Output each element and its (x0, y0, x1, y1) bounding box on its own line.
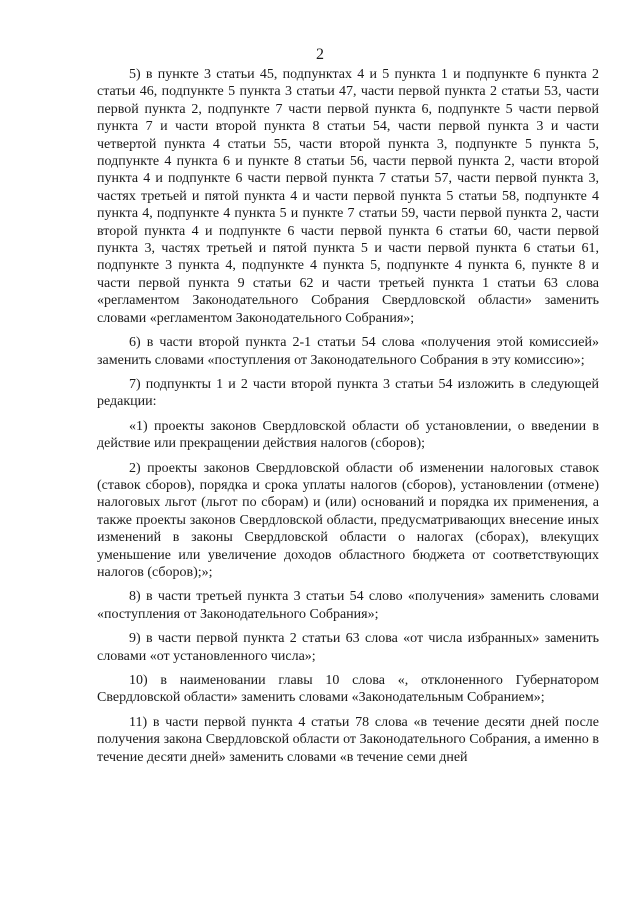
paragraph-11: 11) в части первой пункта 4 статьи 78 слова «в течение десяти дней после получения закона Свердловской области от Законодательного Собрания, а именно в течение десяти дней» заменить словами «в течение семи дней (97, 714, 599, 765)
document-body (97, 66, 599, 773)
paragraph-6: 6) в части второй пункта 2-1 статьи 54 слова «получения этой комиссией» заменить словами «поступления от Законодательного Собрания в эту комиссию»; (97, 335, 599, 368)
paragraph-7-subitem-2: 2) проекты законов Свердловской области об изменении налоговых ставок (ставок сборов), порядка и срока уплаты налогов (сборов), установлении (отмене) налоговых льгот (льгот по сборам) и (или) оснований и порядка их применения, а также проекты законов Свердловской области, предусматривающих внесение иных изменений в законы Свердловской области о налогах (сборах), влекущих уменьшение или увеличение доходов областного бюджета от соответствующих налогов (сборов);»; (97, 460, 599, 580)
paragraph-9: 9) в части первой пункта 2 статьи 63 слова «от числа избранных» заменить словами «от установленного числа»; (97, 631, 599, 664)
paragraph-5: 5) в пункте 3 статьи 45, подпунктах 4 и 5 пункта 1 и подпункте 6 пункта 2 статьи 46, подпункте 5 пункта 3 статьи 47, части первой пункта 2 статьи 53, части первой пункта 2, подпункте 7 части первой пункта 6, подпункте 5 части первой пункта 7 и части второй пункта 8 статьи 54, части первой пункта 3 и части четвертой пункта 4 статьи 55, части второй пункта 3, подпункте 5 пункта 5, подпункте 4 пункта 6 и пункте 8 статьи 56, части первой пункта 2, части второй пункта 4 и подпункте 6 части первой пункта 7 статьи 57, части первой пункта 3, частях третьей и пятой пункта 4 и части первой пункта 5 статьи 58, подпункте 4 пункта 4, подпункте 4 пункта 5 и пункте 7 статьи 59, части первой пункта 2, части второй пункта 4 и подпункте 6 части первой пункта 6 статьи 60, части первой пункта 3, частях третьей и пятой пункта 5 и части первой пункта 6 статьи 61, подпункте 3 пункта 4, подпункте 4 пункта 5, подпункте 4 пункта 6, пункте 8 и части первой пункта 9 статьи 62 и части третьей пункта 1 статьи 63 слова «регламентом Законодательного Собрания Свердловской области» заменить словами «регламентом Законодательного Собрания»; (97, 67, 599, 326)
paragraph-7-subitem-1: «1) проекты законов Свердловской области об установлении, о введении в действие или прекращении действия налогов (сборов); (97, 418, 599, 452)
page-number: 2 (316, 46, 324, 63)
paragraph-10: 10) в наименовании главы 10 слова «, отклоненного Губернатором Свердловской области» заменить словами «Законодательным Собранием»; (97, 673, 599, 706)
paragraph-7: 7) подпункты 1 и 2 части второй пункта 3 статьи 54 изложить в следующей редакции: (97, 376, 599, 410)
paragraph-8: 8) в части третьей пункта 3 статьи 54 слово «получения» заменить словами «поступления от Законодательного Собрания»; (97, 589, 599, 622)
